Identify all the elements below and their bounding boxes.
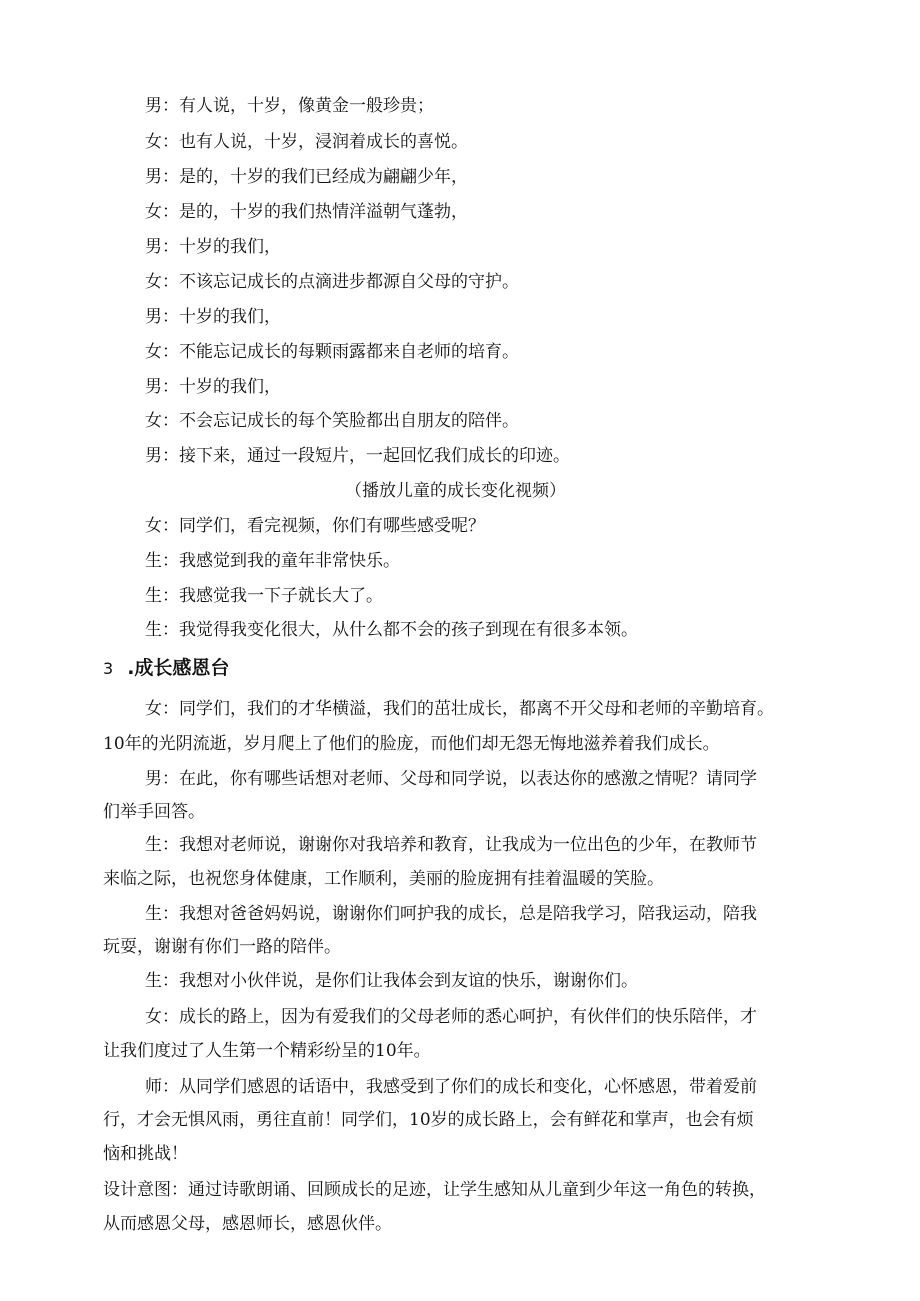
paragraph-line: 们举手回答。 [103,802,205,822]
paragraph-line: 女：同学们，我们的才华横溢，我们的茁壮成长，都离不开父母和老师的辛勤培育。 [145,699,774,719]
section-heading [103,656,229,681]
dialogue-line: 女：不会忘记成长的每个笑脸都出自朋友的陪伴。 [145,411,519,431]
paragraph-line: 行，才会无惧风雨，勇往直前！同学们，10岁的成长路上，会有鲜花和掌声，也会有烦 [103,1110,754,1130]
stage-direction: （播放儿童的成长变化视频） [345,481,566,501]
dialogue-line: 生：我觉得我变化很大，从什么都不会的孩子到现在有很多本领。 [145,620,638,640]
paragraph-line: 恼和挑战！ [103,1144,188,1164]
paragraph-line: 生：我想对小伙伴说，是你们让我体会到友谊的快乐，谢谢你们。 [145,971,638,991]
dialogue-line: 男：接下来，通过一段短片，一起回忆我们成长的印迹。 [145,446,570,466]
dialogue-line: 女：不该忘记成长的点滴进步都源自父母的守护。 [145,272,519,292]
paragraph-line: 来临之际，也祝您身体健康，工作顺利，美丽的脸庞拥有挂着温暖的笑脸。 [103,869,664,889]
paragraph-line: 女：成长的路上，因为有爱我们的父母老师的悉心呵护，有伙伴们的快乐陪伴，才 [145,1007,757,1027]
paragraph-line: 让我们度过了人生第一个精彩纷呈的10年。 [103,1041,431,1061]
dialogue-line: 女：同学们，看完视频，你们有哪些感受呢？ [145,516,485,536]
paragraph-line: 玩耍，谢谢有你们一路的陪伴。 [103,937,341,957]
dialogue-line: 男：是的，十岁的我们已经成为翩翩少年， [145,167,468,187]
paragraph-line: 从而感恩父母，感恩师长，感恩伙伴。 [103,1214,392,1234]
section-title: .成长感恩台 [127,657,230,679]
dialogue-line: 男：十岁的我们， [145,377,281,397]
dialogue-line: 生：我感觉到我的童年非常快乐。 [145,551,400,571]
dialogue-line: 生：我感觉我一下子就长大了。 [145,586,383,606]
paragraph-line: 生：我想对爸爸妈妈说，谢谢你们呵护我的成长，总是陪我学习，陪我运动，陪我 [145,904,757,924]
dialogue-line: 女：也有人说，十岁，浸润着成长的喜悦。 [145,132,468,152]
dialogue-line: 女：是的，十岁的我们热情洋溢朝气蓬勃， [145,202,468,222]
paragraph-line: 设计意图：通过诗歌朗诵、回顾成长的足迹，让学生感知从儿童到少年这一角色的转换， [103,1180,766,1200]
section-number: 3 [103,659,114,678]
paragraph-line: 男：在此，你有哪些话想对老师、父母和同学说，以表达你的感激之情呢？请同学 [145,769,757,789]
dialogue-line: 女：不能忘记成长的每颗雨露都来自老师的培育。 [145,342,519,362]
paragraph-line: 生：我想对老师说，谢谢你对我培养和教育，让我成为一位出色的少年，在教师节 [145,835,757,855]
paragraph-line: 10年的光阴流逝，岁月爬上了他们的脸庞，而他们却无怨无悔地滋养着我们成长。 [103,734,720,754]
dialogue-line: 男：十岁的我们， [145,307,281,327]
paragraph-line: 师：从同学们感恩的话语中，我感受到了你们的成长和变化，心怀感恩，带着爱前 [145,1077,757,1097]
dialogue-line: 男：十岁的我们， [145,237,281,257]
dialogue-line: 男：有人说，十岁，像黄金一般珍贵； [145,96,434,116]
